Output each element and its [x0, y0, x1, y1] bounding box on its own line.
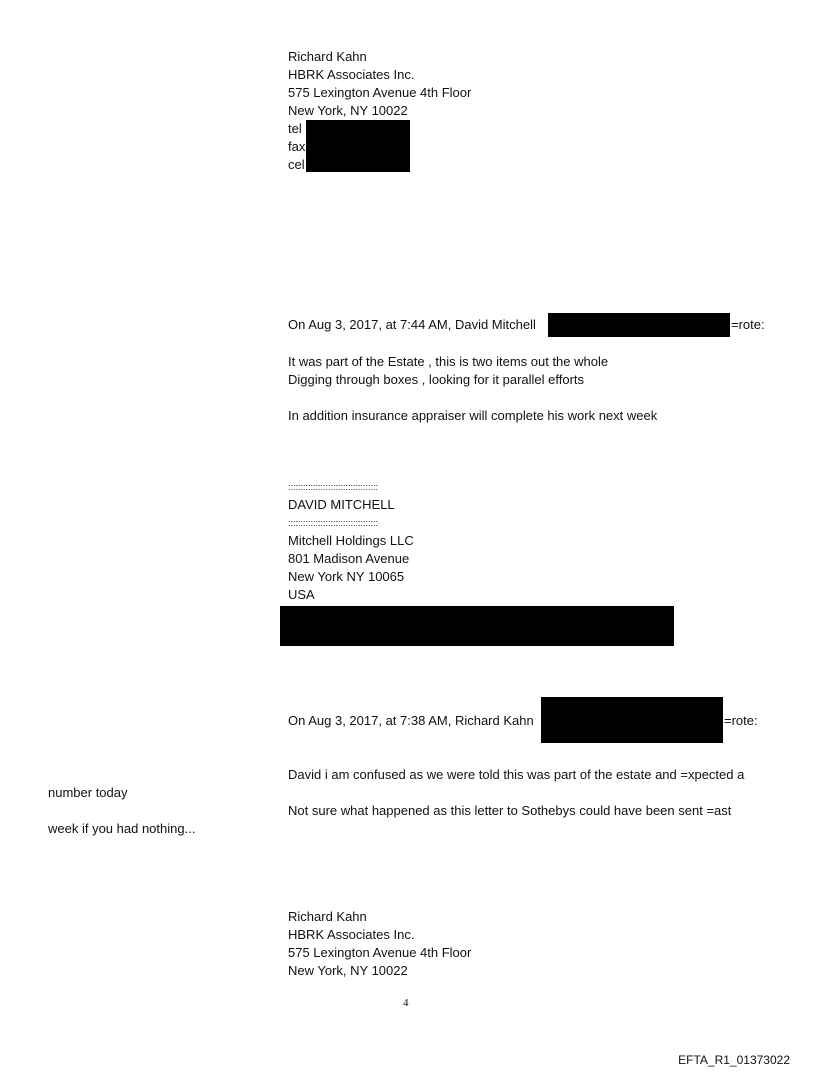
message-body-line: Digging through boxes , looking for it parallel efforts	[288, 372, 585, 387]
tel-label: tel	[288, 121, 302, 136]
cel-label: cel	[288, 157, 305, 172]
message-header-text: On Aug 3, 2017, at 7:38 AM, Richard Kahn	[288, 713, 534, 728]
signature-address-line2: New York, NY 10022	[288, 963, 408, 978]
signature-name: DAVID MITCHELL	[288, 497, 395, 512]
document-id: EFTA_R1_01373022	[678, 1053, 790, 1067]
signature-address-line2: New York NY 10065	[288, 569, 405, 584]
signature-address-line2: New York, NY 10022	[288, 103, 408, 118]
message-body-line: David i am confused as we were told this was part of the estate and =xpected a	[288, 767, 745, 782]
message-body-line: Not sure what happened as this letter to Sothebys could have been sent =ast	[288, 803, 732, 818]
message-header-text: On Aug 3, 2017, at 7:44 AM, David Mitchell	[288, 317, 536, 332]
message-header-kahn	[288, 712, 534, 730]
message-body-wrap: week if you had nothing...	[48, 821, 196, 836]
signature-divider: ::::::::::::::::::::::::::::::::::::	[288, 482, 379, 492]
signature-bottom	[288, 908, 471, 980]
message-body-mitchell	[288, 353, 657, 425]
message-header-suffix: =rote:	[731, 317, 765, 332]
signature-address-line1: 575 Lexington Avenue 4th Floor	[288, 85, 472, 100]
message-body-line: It was part of the Estate , this is two items out the whole	[288, 354, 609, 369]
message-header-suffix: =rote:	[724, 713, 758, 728]
redaction-email-kahn	[541, 697, 723, 743]
signature-company: Mitchell Holdings LLC	[288, 533, 414, 548]
message-body-line: In addition insurance appraiser will complete his work next week	[288, 408, 658, 423]
signature-company: HBRK Associates Inc.	[288, 67, 415, 82]
signature-company: HBRK Associates Inc.	[288, 927, 415, 942]
signature-mitchell	[288, 478, 414, 604]
signature-address-line1: 801 Madison Avenue	[288, 551, 410, 566]
redaction-contact-block	[280, 606, 674, 646]
signature-name: Richard Kahn	[288, 49, 367, 64]
signature-name: Richard Kahn	[288, 909, 367, 924]
redaction-phone-numbers	[306, 120, 410, 172]
signature-country: USA	[288, 587, 315, 602]
redaction-email-mitchell	[548, 313, 730, 337]
signature-address-line1: 575 Lexington Avenue 4th Floor	[288, 945, 472, 960]
signature-divider: ::::::::::::::::::::::::::::::::::::	[288, 518, 379, 528]
message-body-wrap: number today	[48, 785, 128, 800]
message-header-mitchell	[288, 316, 536, 334]
fax-label: fax	[288, 139, 306, 154]
page-number: 4	[403, 997, 409, 1009]
